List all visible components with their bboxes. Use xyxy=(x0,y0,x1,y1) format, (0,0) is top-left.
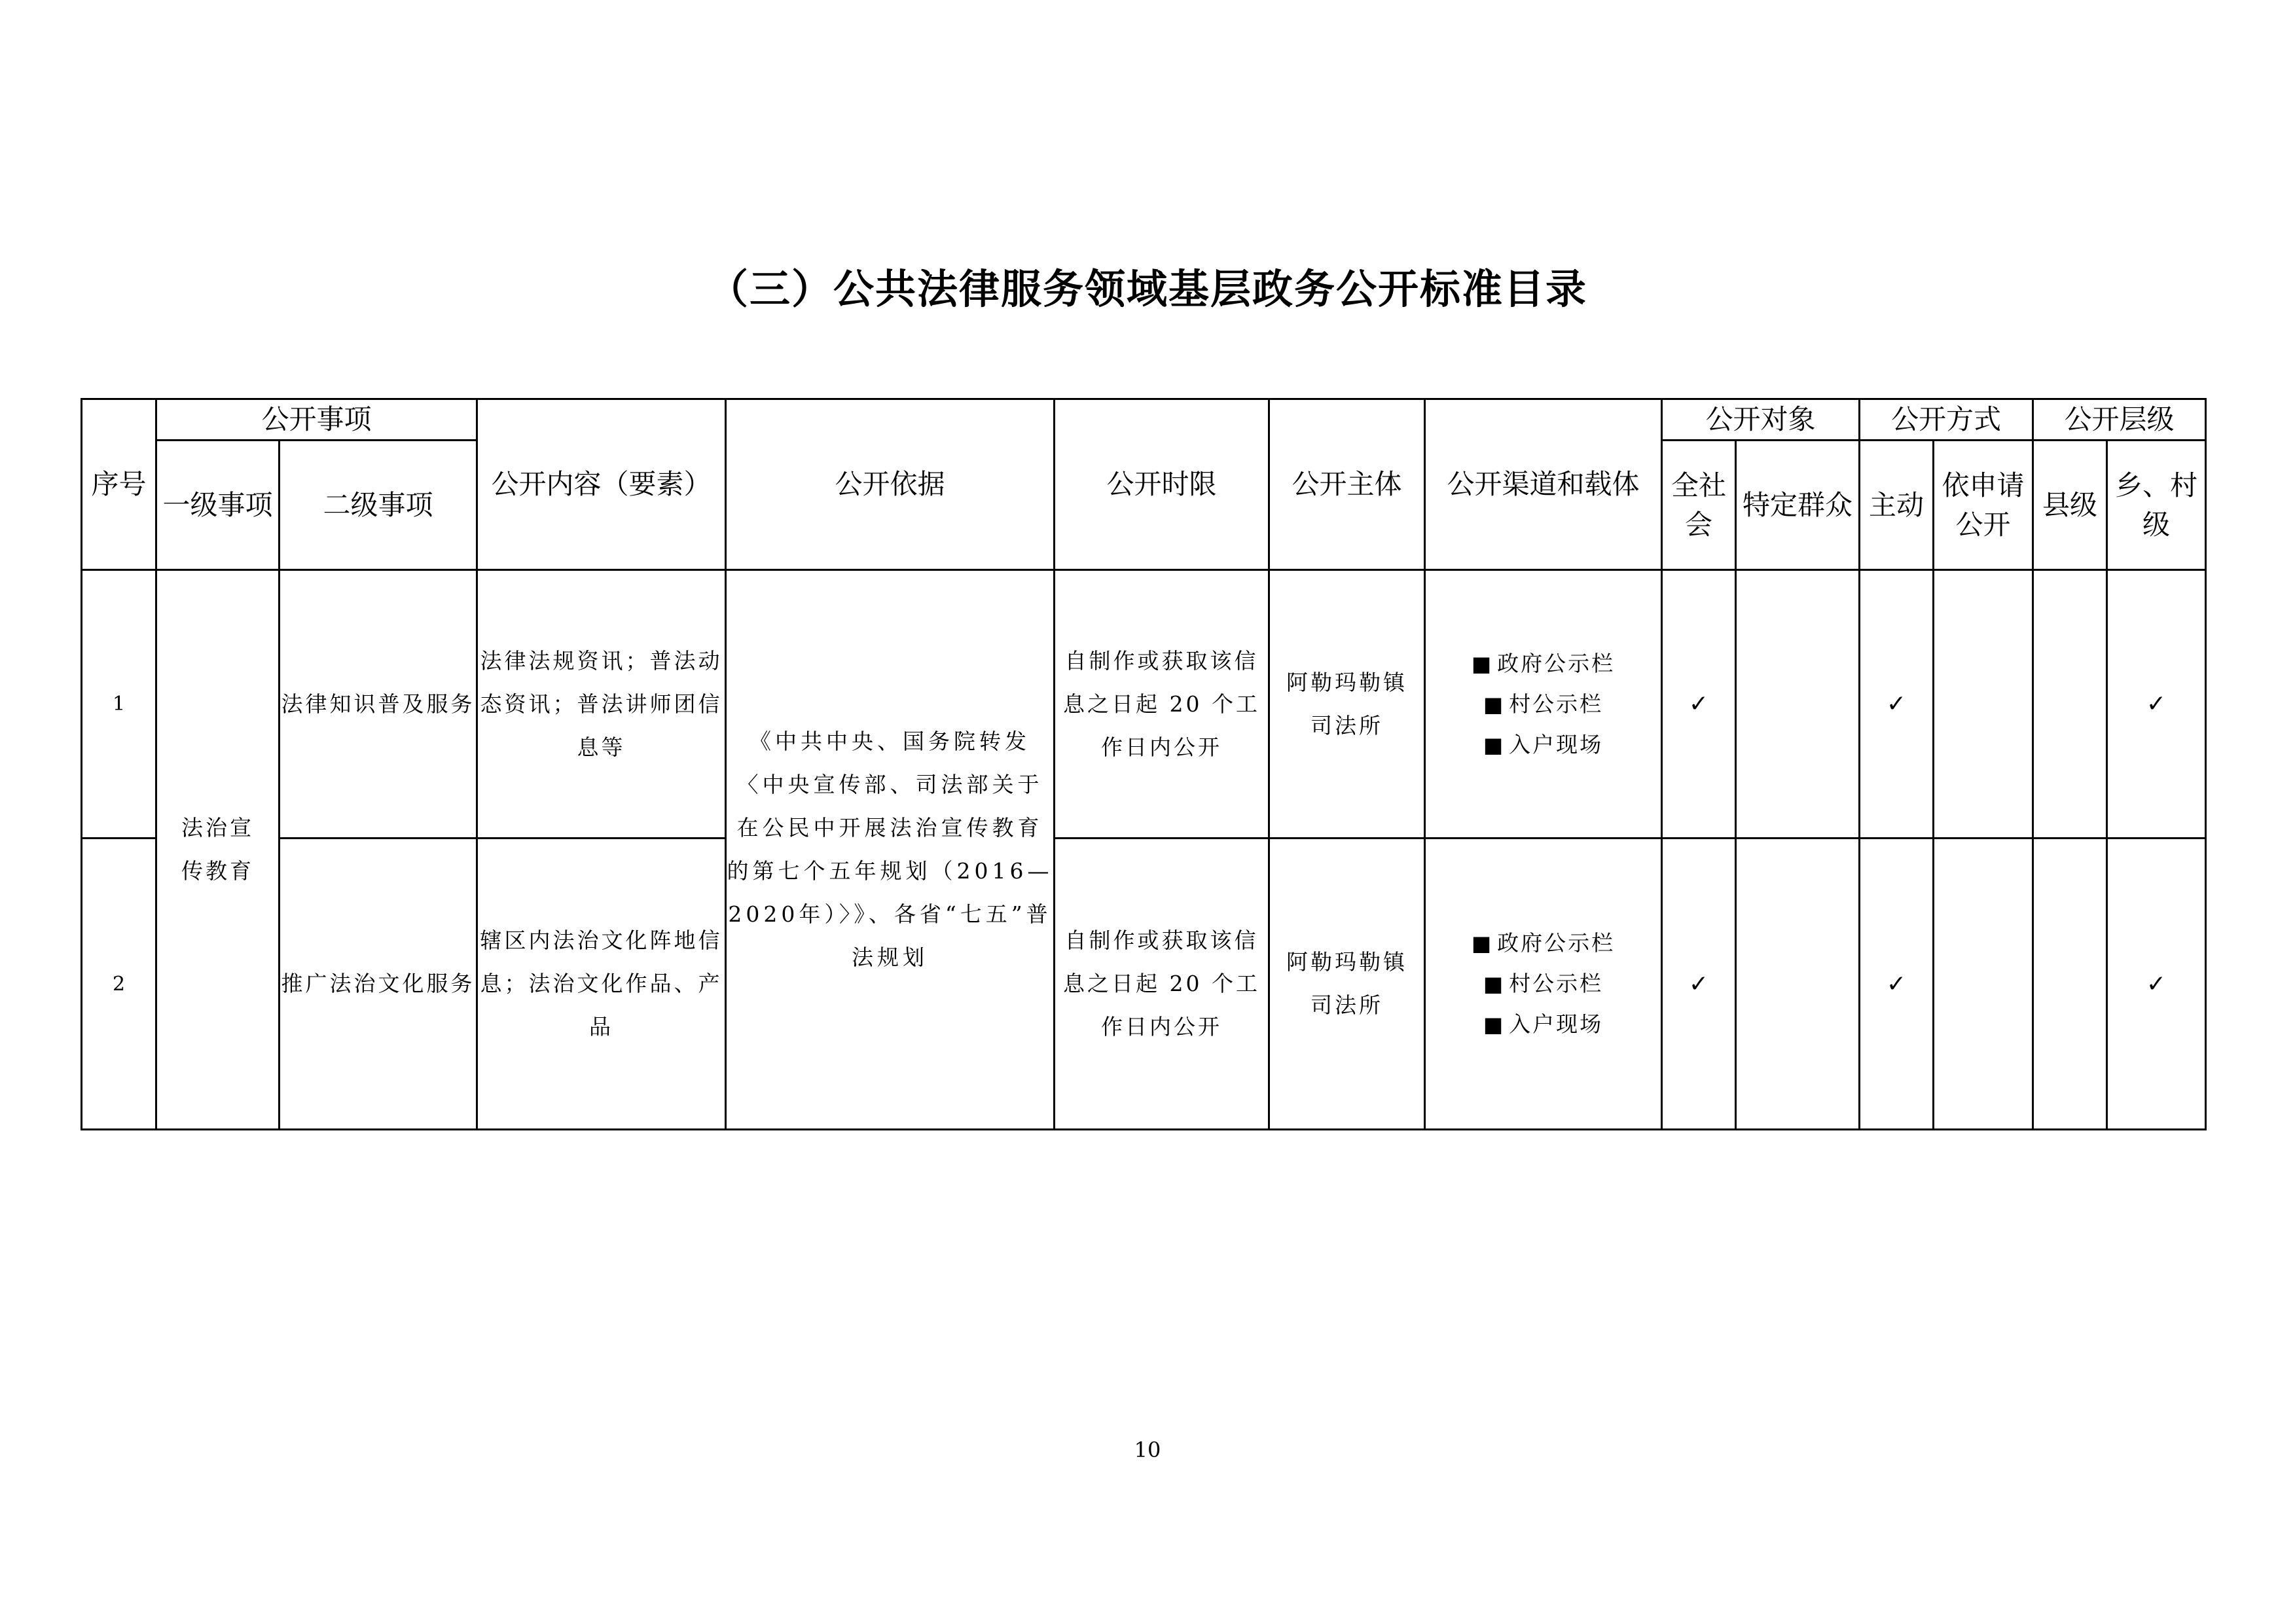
check-level-town: ✓ xyxy=(2107,570,2206,839)
header-method-active: 主动 xyxy=(1860,441,1934,570)
header-time-limit: 公开时限 xyxy=(1055,399,1269,570)
level2-item: 推广法治文化服务 xyxy=(280,839,477,1130)
square-bullet-icon: ■ xyxy=(1471,651,1494,676)
page-number: 10 xyxy=(1134,1437,1161,1462)
header-basis: 公开依据 xyxy=(726,399,1055,570)
time-limit-cell: 自制作或获取该信息之日起 20 个工作日内公开 xyxy=(1055,839,1269,1130)
header-items-group: 公开事项 xyxy=(156,399,477,441)
square-bullet-icon: ■ xyxy=(1483,691,1506,717)
channel-item: ■ 入户现场 xyxy=(1483,1011,1604,1037)
header-method-request: 依申请公开 xyxy=(1934,441,2033,570)
check-level-county xyxy=(2033,570,2107,839)
row-seq: 2 xyxy=(82,839,156,1130)
level2-item: 法律知识普及服务 xyxy=(280,570,477,839)
time-limit-cell: 自制作或获取该信息之日起 20 个工作日内公开 xyxy=(1055,570,1269,839)
header-target-group: 公开对象 xyxy=(1662,399,1860,441)
header-level2: 二级事项 xyxy=(280,441,477,570)
channel-list xyxy=(1425,570,1662,839)
content-cell: 法律法规资讯；普法动态资讯；普法讲师团信息等 xyxy=(477,570,726,839)
header-content: 公开内容（要素） xyxy=(477,399,726,570)
channel-item: ■ 村公示栏 xyxy=(1483,691,1604,717)
square-bullet-icon: ■ xyxy=(1471,931,1494,956)
square-bullet-icon: ■ xyxy=(1483,971,1506,996)
subject-cell: 阿勒玛勒镇司法所 xyxy=(1269,570,1425,839)
check-method-active: ✓ xyxy=(1860,839,1934,1130)
standard-catalog-table xyxy=(81,398,2207,1130)
table-row xyxy=(82,570,2206,839)
square-bullet-icon: ■ xyxy=(1483,1012,1506,1037)
check-target-specific xyxy=(1736,570,1860,839)
header-seq: 序号 xyxy=(82,399,156,570)
channel-item: ■ 政府公示栏 xyxy=(1471,650,1616,676)
square-bullet-icon: ■ xyxy=(1483,732,1506,757)
header-level1: 一级事项 xyxy=(156,441,280,570)
header-method-group: 公开方式 xyxy=(1860,399,2033,441)
row-seq: 1 xyxy=(82,570,156,839)
table-row xyxy=(82,839,2206,1130)
header-level-town: 乡、村级 xyxy=(2107,441,2206,570)
check-level-town: ✓ xyxy=(2107,839,2206,1130)
basis-cell: 《中共中央、国务院转发〈中央宣传部、司法部关于在公民中开展法治宣传教育的第七个五年规划（2016—2020年）〉》、各省“七五”普法规划 xyxy=(726,570,1055,1130)
header-level-county: 县级 xyxy=(2033,441,2107,570)
check-method-request xyxy=(1934,570,2033,839)
channel-item: ■ 入户现场 xyxy=(1483,731,1604,757)
header-channel: 公开渠道和载体 xyxy=(1425,399,1662,570)
header-subject: 公开主体 xyxy=(1269,399,1425,570)
header-target-all: 全社会 xyxy=(1662,441,1736,570)
page-title: （三）公共法律服务领域基层政务公开标准目录 xyxy=(707,265,1587,313)
channel-item: ■ 村公示栏 xyxy=(1483,971,1604,996)
check-target-all: ✓ xyxy=(1662,839,1736,1130)
content-cell: 辖区内法治文化阵地信息；法治文化作品、产品 xyxy=(477,839,726,1130)
header-target-specific: 特定群众 xyxy=(1736,441,1860,570)
check-method-request xyxy=(1934,839,2033,1130)
check-method-active: ✓ xyxy=(1860,570,1934,839)
check-target-specific xyxy=(1736,839,1860,1130)
channel-item: ■ 政府公示栏 xyxy=(1471,930,1616,956)
header-level-group: 公开层级 xyxy=(2033,399,2206,441)
level1-item: 法治宣传教育 xyxy=(156,570,280,1130)
check-level-county xyxy=(2033,839,2107,1130)
check-target-all: ✓ xyxy=(1662,570,1736,839)
subject-cell: 阿勒玛勒镇司法所 xyxy=(1269,839,1425,1130)
channel-list xyxy=(1425,839,1662,1130)
